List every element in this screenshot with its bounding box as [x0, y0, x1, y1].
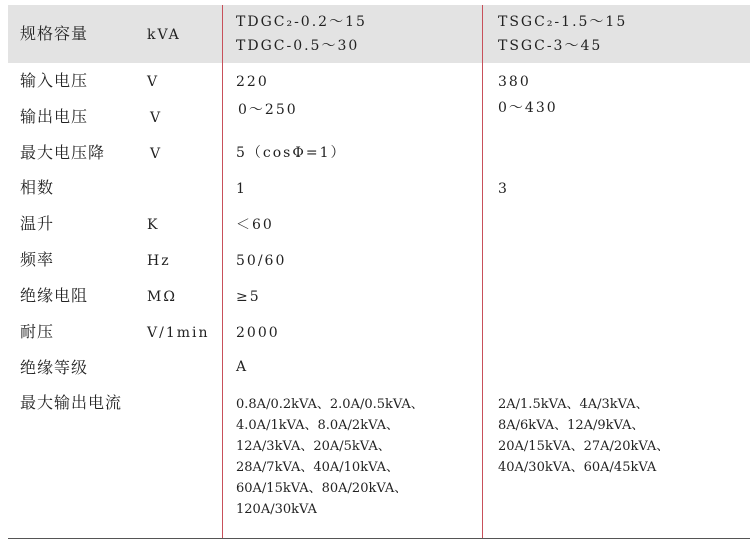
row-unit: K [147, 217, 160, 233]
row-label: 最大输出电流 [20, 393, 123, 412]
row-label: 频率 [20, 250, 55, 269]
row-col1-value: 50/60 [236, 253, 287, 269]
row-label: 相数 [20, 178, 55, 197]
header-row [8, 5, 750, 63]
header-label: 规格容量 [20, 24, 89, 43]
table-bottom-border [8, 538, 750, 539]
header-col1-line2: TDGC-0.5～30 [236, 38, 360, 54]
header-col2-line1: TSGC₂-1.5～15 [498, 14, 628, 30]
header-col2-line2: TSGC-3～45 [498, 38, 603, 54]
row-col2-value: 3 [498, 181, 509, 197]
row-unit: V [150, 110, 163, 126]
row-col1-value: 0.8A/0.2kVA、2.0A/0.5kVA、 4.0A/1kVA、8.0A/2kVA、 12A/3kVA、20A/5kVA、 28A/7kVA、40A/10kVA、 60A/15kVA、80A/20kVA、 120A/30kVA [236, 397, 424, 517]
row-label: 输入电压 [20, 71, 89, 90]
row-unit: Hz [147, 253, 171, 269]
row-col1-value: ≥5 [236, 289, 261, 305]
row-col1-value: 2000 [236, 325, 280, 341]
row-col1-value: ＜60 [236, 217, 274, 233]
row-unit: MΩ [147, 289, 177, 305]
header-col1-line1: TDGC₂-0.2～15 [236, 14, 367, 30]
row-col2-value: 0～430 [498, 100, 558, 116]
column-divider [222, 5, 223, 538]
row-col1-value: 5（cosΦ=1） [236, 145, 347, 161]
row-label: 耐压 [20, 322, 55, 341]
row-unit: V/1min [147, 325, 210, 341]
row-label: 温升 [20, 214, 55, 233]
row-col2-value: 380 [498, 74, 531, 90]
row-col1-value: 220 [236, 74, 269, 90]
header-unit: kVA [147, 27, 181, 43]
row-col1-value: 1 [236, 181, 247, 197]
row-col2-value: 2A/1.5kVA、4A/3kVA、 8A/6kVA、12A/9kVA、 20A/15kVA、27A/20kVA、 40A/30kVA、60A/45kVA [498, 397, 670, 475]
row-col1-value: A [236, 359, 249, 375]
row-unit: V [150, 146, 163, 162]
row-label: 绝缘等级 [20, 358, 89, 377]
column-divider [482, 5, 483, 538]
row-label: 最大电压降 [20, 143, 106, 162]
row-label: 输出电压 [20, 107, 89, 126]
row-col1-value: 0～250 [238, 102, 298, 118]
row-unit: V [147, 74, 160, 90]
row-label: 绝缘电阻 [20, 286, 89, 305]
